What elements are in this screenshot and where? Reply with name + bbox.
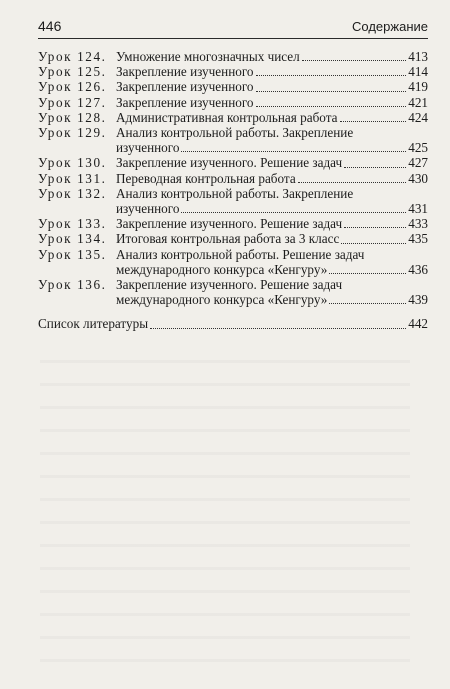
lesson-label: Урок 132. [38, 185, 107, 201]
toc-entry [38, 79, 428, 94]
toc-entry [38, 186, 428, 216]
toc-entry [38, 49, 428, 64]
dot-leader [344, 227, 406, 228]
lesson-title-text: Закрепление изученного [116, 64, 254, 80]
literature-text: Список литературы [38, 316, 149, 332]
lesson-label: Урок 130. [38, 155, 107, 171]
toc-entry [38, 277, 428, 307]
lesson-label: Урок 124. [38, 49, 107, 64]
lesson-title-line [116, 216, 428, 231]
dot-leader [256, 91, 407, 92]
page-ref: 431 [408, 201, 428, 217]
page-ref: 436 [408, 261, 428, 277]
lesson-label: Урок 136. [38, 277, 107, 293]
toc-entry [38, 125, 428, 155]
lesson-title [116, 247, 428, 277]
lesson-title-line [116, 95, 428, 110]
lesson-title [116, 155, 428, 170]
table-of-contents [38, 49, 428, 332]
lesson-label: Урок 135. [38, 246, 107, 262]
page-ref: 413 [408, 49, 428, 64]
lesson-label: Урок 127. [38, 94, 107, 110]
page-ref: 414 [408, 64, 428, 80]
toc-entry [38, 231, 428, 246]
literature-line [38, 316, 428, 331]
lesson-title-line [116, 186, 428, 201]
lesson-title-line [116, 140, 428, 155]
lesson-title-line [116, 171, 428, 186]
lesson-title-line [116, 277, 428, 292]
page-ref: 425 [408, 140, 428, 156]
page-ref: 442 [408, 316, 428, 332]
running-title: Содержание [352, 19, 428, 34]
page-ref: 421 [408, 94, 428, 110]
lesson-title-text: международного конкурса «Кенгуру» [116, 261, 328, 277]
dot-leader [298, 182, 407, 183]
dot-leader [150, 328, 406, 329]
page-ref: 424 [408, 109, 428, 125]
lesson-title-text: Закрепление изученного [116, 94, 254, 110]
lesson-title-line [116, 247, 428, 262]
toc-entry [38, 64, 428, 79]
lesson-title [116, 110, 428, 125]
page-ref: 435 [408, 231, 428, 247]
lesson-label: Урок 126. [38, 79, 107, 95]
lesson-title-text: Умножение многозначных чисел [116, 49, 300, 64]
dot-leader [341, 243, 406, 244]
dot-leader [302, 60, 406, 61]
lesson-title [116, 171, 428, 186]
toc-entry-literature [38, 316, 428, 331]
lesson-title-text: Административная контрольная работа [116, 109, 338, 125]
dot-leader [340, 121, 407, 122]
dot-leader [181, 212, 406, 213]
page-ref: 427 [408, 155, 428, 171]
lesson-label: Урок 129. [38, 125, 107, 141]
dot-leader [344, 167, 406, 168]
lesson-label: Урок 125. [38, 64, 107, 80]
lesson-title-line [116, 64, 428, 79]
toc-entry [38, 216, 428, 231]
lesson-title [116, 125, 428, 155]
lesson-title-text: Переводная контрольная работа [116, 170, 296, 186]
page-ref: 430 [408, 170, 428, 186]
lesson-title-line [116, 110, 428, 125]
lesson-title-text: изученного [116, 140, 180, 156]
lesson-title-text: Закрепление изученного. Решение задач [116, 216, 343, 232]
page-ref: 419 [408, 79, 428, 95]
lesson-title [116, 49, 428, 64]
toc-entry [38, 155, 428, 170]
toc-entry [38, 171, 428, 186]
lesson-title-line [116, 262, 428, 277]
lesson-label: Урок 131. [38, 170, 107, 186]
bleed-through-text [40, 340, 410, 670]
lesson-title [116, 95, 428, 110]
lesson-title-line [116, 201, 428, 216]
lesson-title-text: Закрепление изученного. Решение задач [116, 155, 343, 171]
lesson-title [116, 79, 428, 94]
lesson-title-text: Анализ контрольной работы. Закрепление [116, 125, 354, 141]
page-ref: 433 [408, 216, 428, 232]
lesson-title-text: Итоговая контрольная работа за 3 класс [116, 231, 340, 247]
dot-leader [329, 273, 406, 274]
lesson-title-line [116, 125, 428, 140]
lesson-title-line [116, 231, 428, 246]
page-ref: 439 [408, 292, 428, 308]
lesson-title-line [116, 155, 428, 170]
lesson-title [116, 64, 428, 79]
dot-leader [181, 151, 406, 152]
page-number: 446 [38, 18, 62, 34]
lesson-title-text: Анализ контрольной работы. Решение задач [116, 246, 365, 262]
lesson-title [116, 216, 428, 231]
lesson-label: Урок 133. [38, 216, 107, 232]
lesson-title-line [116, 79, 428, 94]
lesson-title-text: Закрепление изученного [116, 79, 254, 95]
lesson-title [116, 277, 428, 307]
lesson-title-text: изученного [116, 201, 180, 217]
lesson-title [116, 231, 428, 246]
lesson-label: Урок 134. [38, 231, 107, 247]
lesson-title-text: Анализ контрольной работы. Закрепление [116, 185, 354, 201]
lesson-title-line [116, 49, 428, 64]
dot-leader [256, 75, 407, 76]
lesson-title [116, 186, 428, 216]
lesson-title-text: международного конкурса «Кенгуру» [116, 292, 328, 308]
dot-leader [256, 106, 407, 107]
toc-entry [38, 247, 428, 277]
toc-entry [38, 110, 428, 125]
dot-leader [329, 303, 406, 304]
lesson-title-line [116, 292, 428, 307]
lesson-label: Урок 128. [38, 109, 107, 125]
toc-entry [38, 95, 428, 110]
lesson-title-text: Закрепление изученного. Решение задач [116, 277, 343, 293]
literature-title [38, 316, 428, 331]
page-header [38, 16, 428, 39]
